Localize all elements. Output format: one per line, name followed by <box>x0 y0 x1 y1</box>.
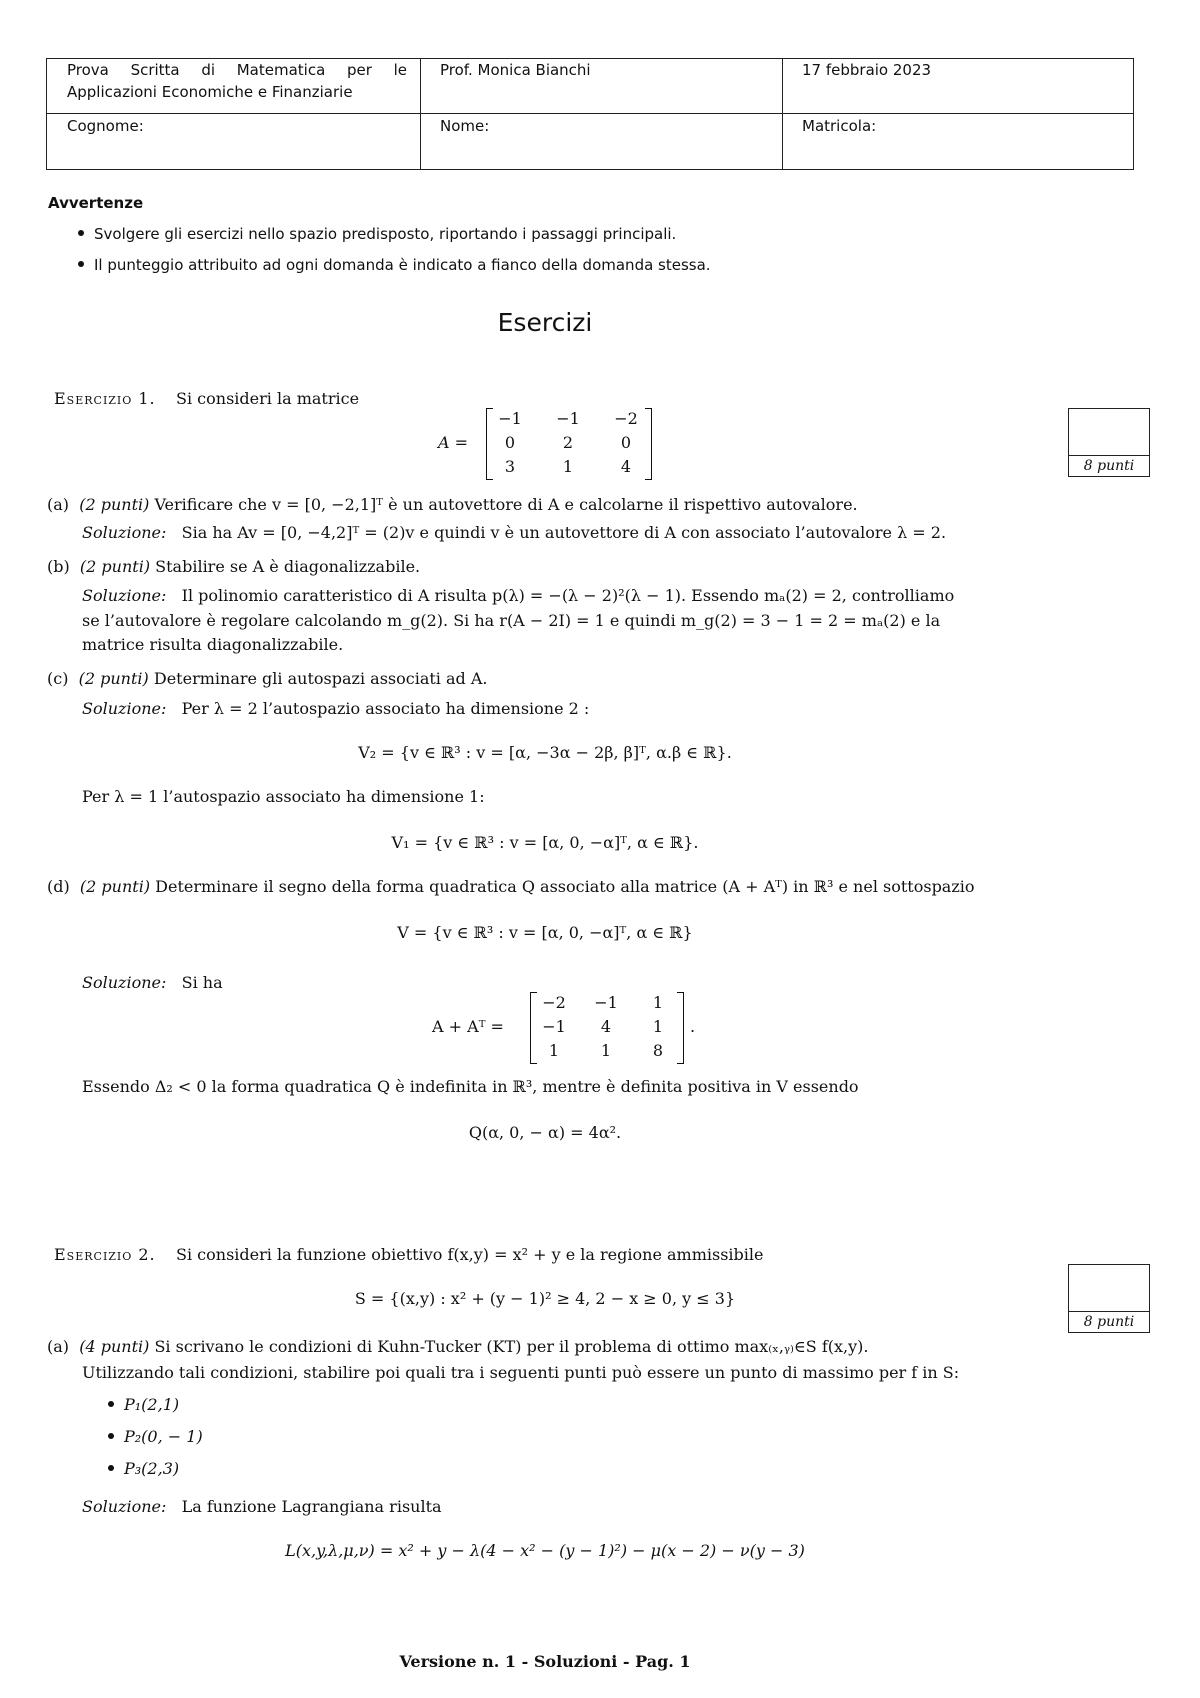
exercise-1-intro: Esercizio 1. Si consideri la matrice <box>54 389 360 408</box>
candidate-point: P₁(2,1) <box>108 1394 179 1416</box>
bullet-icon <box>78 230 84 236</box>
matrix-sum-label: A + Aᵀ = <box>432 1017 504 1036</box>
subspace-v-equation: V = {v ∈ ℝ³ : v = [α, 0, −α]ᵀ, α ∈ ℝ} <box>397 923 693 942</box>
part-1b-solution-line: se l’autovalore è regolare calcolando m_g(2). Si ha r(A − 2I) = 1 e quindi m_g(2) = 3 − 1 = 2 = mₐ(2) e la <box>82 611 941 630</box>
bullet-icon <box>108 1433 114 1439</box>
bullet-icon <box>78 261 84 267</box>
table-divider <box>420 59 421 169</box>
candidate-point: P₃(2,3) <box>108 1458 179 1480</box>
part-1d-solution: Soluzione: Si ha <box>82 973 223 992</box>
part-1c-solution-line: Per λ = 1 l’autospazio associato ha dimensione 1: <box>82 787 485 806</box>
part-1b-question: (b) (2 punti) Stabilire se A è diagonalizzabile. <box>47 557 421 576</box>
part-1c-question: (c) (2 punti) Determinare gli autospazi associati ad A. <box>47 669 488 688</box>
part-2a-solution: Soluzione: La funzione Lagrangiana risulta <box>82 1497 442 1516</box>
part-1c-solution: Soluzione: Per λ = 2 l’autospazio associato ha dimensione 2 : <box>82 699 590 718</box>
score-label-exercise-2: 8 punti <box>1068 1312 1150 1333</box>
exam-date: 17 febbraio 2023 <box>802 61 932 79</box>
warning-item: Svolgere gli esercizi nello spazio predisposto, riportando i passaggi principali. <box>78 225 676 243</box>
matrix-period: . <box>690 1017 696 1036</box>
page-footer: Versione n. 1 - Soluzioni - Pag. 1 <box>399 1652 691 1671</box>
part-1a-solution: Soluzione: Sia ha Av = [0, −4,2]ᵀ = (2)v e quindi v è un autovettore di A con associato l’autovalore λ = 2. <box>82 523 947 542</box>
part-1d-question: (d) (2 punti) Determinare il segno della forma quadratica Q associato alla matrice (A + Aᵀ) in ℝ³ e nel sottospazio <box>47 877 975 896</box>
table-divider <box>782 59 783 169</box>
matrix-a-plus-at: −2 −1 1 −1 4 1 1 1 8 <box>530 992 684 1064</box>
region-s-equation: S = {(x,y) : x² + (y − 1)² ≥ 4, 2 − x ≥ 0, y ≤ 3} <box>354 1289 736 1308</box>
section-title: Esercizi <box>497 308 593 337</box>
surname-field-label[interactable]: Cognome: <box>67 117 144 135</box>
bullet-icon <box>108 1465 114 1471</box>
table-divider <box>47 113 1133 114</box>
part-1b-solution: Soluzione: Il polinomio caratteristico di A risulta p(λ) = −(λ − 2)²(λ − 1). Essendo mₐ(2) = 2, controlliamo <box>82 586 955 605</box>
part-1d-solution-line: Essendo Δ₂ < 0 la forma quadratica Q è indefinita in ℝ³, mentre è definita positiva in V essendo <box>82 1077 859 1096</box>
part-1a-question: (a) (2 punti) Verificare che v = [0, −2,1]ᵀ è un autovettore di A e calcolarne il rispettivo autovalore. <box>47 495 858 514</box>
name-field-label[interactable]: Nome: <box>440 117 490 135</box>
student-id-field-label[interactable]: Matricola: <box>802 117 877 135</box>
part-1b-solution-line: matrice risulta diagonalizzabile. <box>82 635 344 654</box>
score-box-exercise-2[interactable] <box>1068 1264 1150 1312</box>
exercise-2-intro: Esercizio 2. Si consideri la funzione obiettivo f(x,y) = x² + y e la regione ammissibile <box>54 1245 764 1264</box>
lagrangian-equation: L(x,y,λ,μ,ν) = x² + y − λ(4 − x² − (y − 1)²) − μ(x − 2) − ν(y − 3) <box>285 1541 805 1560</box>
score-box-exercise-1[interactable] <box>1068 408 1150 456</box>
warning-item: Il punteggio attribuito ad ogni domanda è indicato a fianco della domanda stessa. <box>78 256 711 274</box>
course-title: Prova Scritta di Matematica per le Applicazioni Economiche e Finanziarie <box>67 61 407 101</box>
exercise-1-heading: Esercizio 1. <box>54 389 156 408</box>
exercise-2-heading: Esercizio 2. <box>54 1245 156 1264</box>
part-2a-question-line: Utilizzando tali condizioni, stabilire poi quali tra i seguenti punti può essere un punto di massimo per f in S: <box>82 1363 960 1382</box>
matrix-a: −1 −1 −2 0 2 0 3 1 4 <box>486 408 652 480</box>
matrix-a-label: A = <box>438 433 469 452</box>
score-label-exercise-1: 8 punti <box>1068 456 1150 477</box>
eigenspace-v1-equation: V₁ = {v ∈ ℝ³ : v = [α, 0, −α]ᵀ, α ∈ ℝ}. <box>391 833 699 852</box>
bullet-icon <box>108 1401 114 1407</box>
quadratic-form-equation: Q(α, 0, − α) = 4α². <box>468 1123 622 1142</box>
part-2a-question: (a) (4 punti) Si scrivano le condizioni di Kuhn-Tucker (KT) per il problema di ottimo max₍ₓ,ᵧ₎∈S f(x,y). <box>47 1337 869 1356</box>
eigenspace-v2-equation: V₂ = {v ∈ ℝ³ : v = [α, −3α − 2β, β]ᵀ, α.β ∈ ℝ}. <box>358 743 732 762</box>
warnings-title: Avvertenze <box>48 194 144 212</box>
header-table <box>46 58 1134 170</box>
professor-name: Prof. Monica Bianchi <box>440 61 591 79</box>
candidate-point: P₂(0, − 1) <box>108 1426 203 1448</box>
